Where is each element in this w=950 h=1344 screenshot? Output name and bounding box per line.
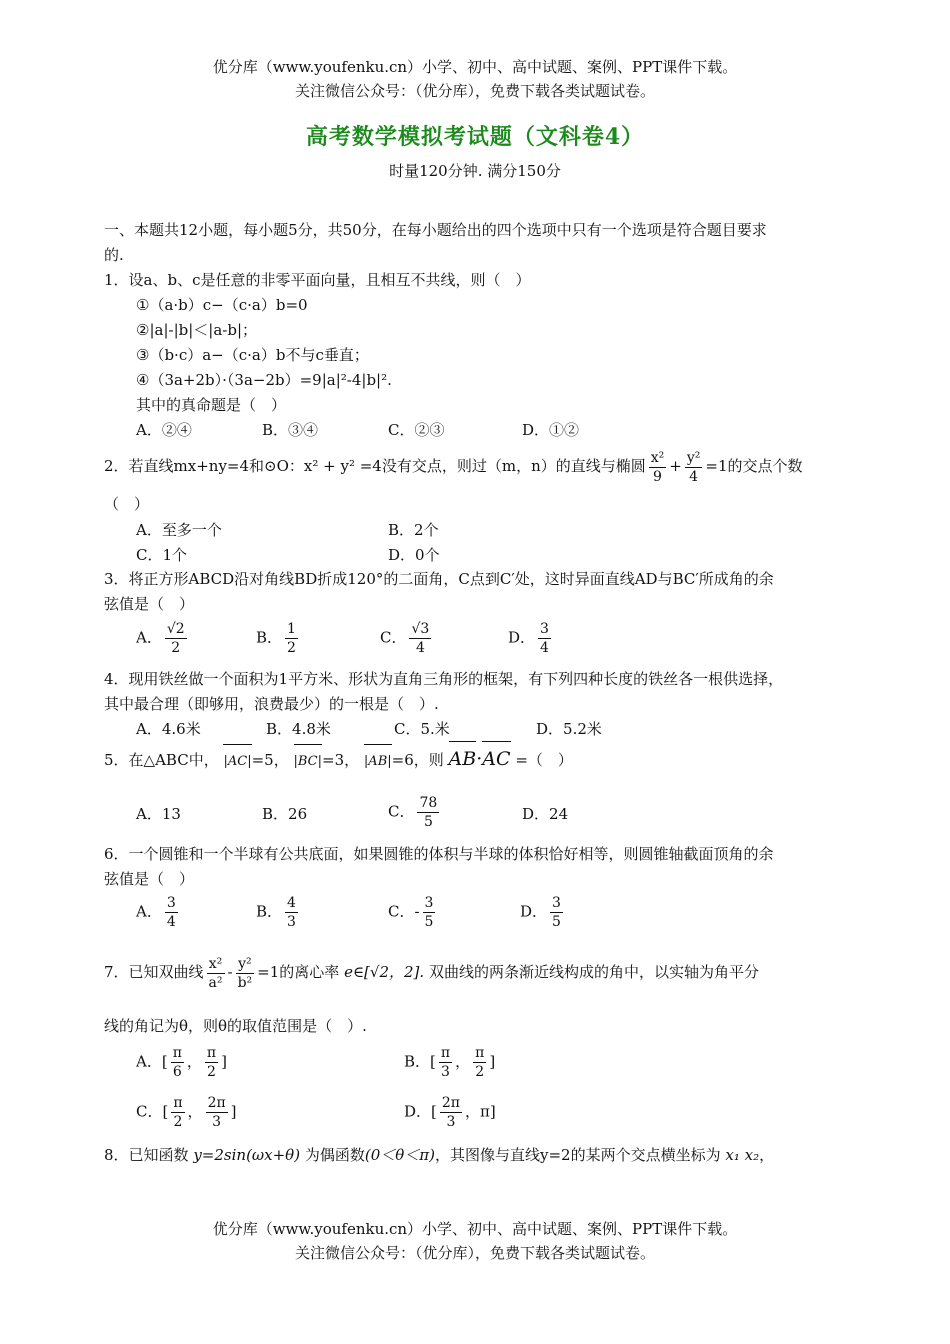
q6-stem-a: 6．一个圆锥和一个半球有公共底面，如果圆锥的体积与半球的体积恰好相等，则圆锥轴截面顶角的余 <box>104 845 774 863</box>
q4-stem-b: 其中最合理（即够用，浪费最少）的一根是（ ）. <box>104 695 439 713</box>
section-instruction-1: 一、本题共12小题，每小题5分，共50分，在每小题给出的四个选项中只有一个选项是符合题目要求 <box>104 221 767 239</box>
section-instruction-2: 的. <box>104 246 124 264</box>
q1-ask: 其中的真命题是（ ） <box>136 396 287 414</box>
q3-stem-a: 3．将正方形ABCD沿对角线BD折成120°的二面角，C点到C′处，这时异面直线AD与BC′所成角的余 <box>104 570 774 588</box>
q2-stem-a: 2．若直线mx+ny=4和⊙O：x² + y² =4没有交点，则过（m，n）的直线与椭圆 <box>104 457 646 475</box>
q2-paren: （ ） <box>104 495 150 513</box>
q3-option-d: D． $\frac{3}{4}$ <box>508 621 549 656</box>
vec-ac-magnitude: |AC| <box>223 747 251 777</box>
q2-stem-b: =1的交点个数 <box>705 457 803 475</box>
q2-option-c: C．1个 <box>136 546 188 564</box>
q7-stem: 7．已知双曲线 $\frac{\text{x²}}{\text{a²}}$ - $\frac{\text{y²}}{\text{b²}}$ =1的离心率 e∈[√2，2]. 双曲线的两条渐近线构成的角中，以实轴为角平分 <box>104 955 759 991</box>
footer-line-2: 关注微信公众号：（优分库），免费下载各类试题试卷。 <box>294 1244 655 1262</box>
q1-stem: 1．设a、b、c是任意的非零平面向量，且相互不共线，则（ ） <box>104 271 531 289</box>
q3-option-b: B． $\frac{1}{2}$ <box>256 621 296 656</box>
q7-option-d: D．[ $\frac{2\pi}{3}$ ，π] <box>404 1095 496 1130</box>
q6-stem-b: 弦值是（ ） <box>104 870 195 888</box>
q2-frac-x: $\frac{\text{x²}}{9}$ <box>650 449 665 485</box>
q4-option-d: D．5.2米 <box>536 720 602 738</box>
header-line-1: 优分库（www.youfenku.cn）小学、初中、高中试题、案例、PPT课件下载。 <box>212 58 738 76</box>
q1-option-d: D．①② <box>522 421 580 439</box>
q7-option-b: B．[ $\frac{\pi}{3}$ ， $\frac{\pi}{2}$ ] <box>404 1045 496 1080</box>
q2-option-b: B．2个 <box>388 521 439 539</box>
q6-option-a: A． $\frac{3}{4}$ <box>136 895 176 930</box>
q5-option-b: B．26 <box>262 805 308 823</box>
q5-option-c: C． $\frac{78}{5}$ <box>388 795 438 830</box>
q8-stem: 8．已知函数 y=2sin(ωx+θ) 为偶函数(0＜θ＜π)，其图像与直线y=2的某两个交点横坐标为 x₁ x₂， <box>104 1146 775 1164</box>
q7-option-a: A．[ $\frac{\pi}{6}$ ， $\frac{\pi}{2}$ ] <box>136 1045 227 1080</box>
q1-statement-4: ④（3a+2b）·（3a−2b）=9|a|²-4|b|². <box>136 371 392 389</box>
q1-option-a: A．②④ <box>136 421 192 439</box>
vec-bc-magnitude: |BC| <box>294 747 323 777</box>
q2-frac-y: $\frac{\text{y²}}{4}$ <box>686 449 701 485</box>
q3-stem-b: 弦值是（ ） <box>104 595 195 613</box>
q4-option-a: A．4.6米 <box>136 720 201 738</box>
q4-option-b: B．4.8米 <box>266 720 331 738</box>
q6-option-d: D． $\frac{3}{5}$ <box>520 895 561 930</box>
q1-statement-3: ③（b·c）a−（c·a）b不与c垂直； <box>136 346 369 364</box>
q2-option-a: A．至多一个 <box>136 521 222 539</box>
header-line-2: 关注微信公众号：（优分库），免费下载各类试题试卷。 <box>294 82 655 100</box>
q1-statement-1: ①（a·b）c−（c·a）b=0 <box>136 296 308 314</box>
q7-stem-d: 线的角记为θ，则θ的取值范围是（ ）. <box>104 1017 367 1035</box>
q2-stem <box>104 446 803 486</box>
q1-option-c: C．②③ <box>388 421 445 439</box>
q6-option-b: B． $\frac{4}{3}$ <box>256 895 296 930</box>
exam-title: 高考数学模拟考试题（文科卷4） <box>305 124 645 150</box>
q5-stem: 5．在△ABC中， |AC|=5， |BC|=3， |AB|=6，则 AB·AC =（ ） <box>104 744 573 777</box>
vec-ac: AC <box>482 744 510 774</box>
q4-option-c: C．5.米 <box>394 720 450 738</box>
q5-option-d: D．24 <box>522 805 569 823</box>
q3-option-c: C． $\frac{√3}{4}$ <box>380 621 430 656</box>
exam-subtitle: 时量120分钟. 满分150分 <box>389 162 561 180</box>
q1-option-b: B．③④ <box>262 421 319 439</box>
q3-option-a: A． $\frac{√2}{2}$ <box>136 621 185 656</box>
q5-option-a: A．13 <box>136 805 181 823</box>
vec-ab: AB <box>449 744 477 774</box>
q2-plus: + <box>669 457 682 475</box>
q2-option-d: D．0个 <box>388 546 440 564</box>
q4-stem-a: 4．现用铁丝做一个面积为1平方米、形状为直角三角形的框架，有下列四种长度的铁丝各一根供选择， <box>104 670 784 688</box>
q1-statement-2: ②|a|-|b|＜|a-b|； <box>136 321 257 339</box>
q7-option-c: C．[ $\frac{\pi}{2}$ ， $\frac{2\pi}{3}$ ] <box>136 1095 237 1130</box>
q6-option-c: C．- $\frac{3}{5}$ <box>388 895 434 930</box>
footer-line-1: 优分库（www.youfenku.cn）小学、初中、高中试题、案例、PPT课件下载。 <box>212 1220 738 1238</box>
vec-ab-magnitude: |AB| <box>364 747 392 777</box>
